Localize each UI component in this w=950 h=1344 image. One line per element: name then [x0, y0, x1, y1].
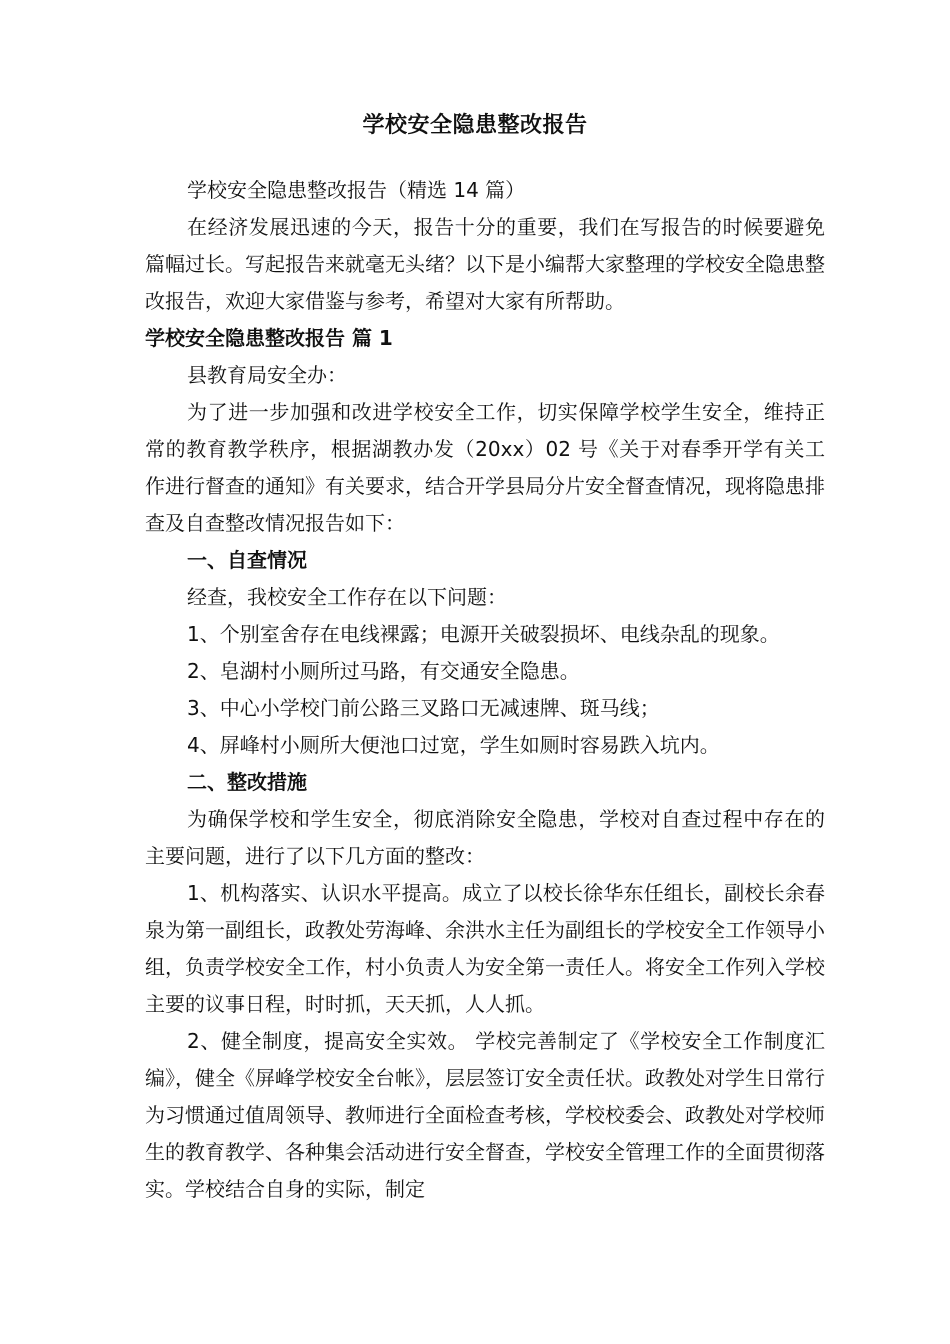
subtitle-paragraph: 学校安全隐患整改报告（精选 14 篇）	[187, 178, 526, 202]
document-title: 学校安全隐患整改报告	[362, 113, 588, 138]
list-item: 4、屏峰村小厕所大便池口过宽，学生如厕时容易跌入坑内。	[187, 733, 720, 757]
subheading-measures: 二、整改措施	[187, 770, 307, 794]
section-heading-part1: 学校安全隐患整改报告 篇 1	[145, 326, 393, 350]
body-paragraph: 1、机构落实、认识水平提高。成立了以校长徐华东任组长，副校长余春泉为第一副组长，政教处劳海峰、余洪水主任为副组长的学校安全工作领导小组，负责学校安全工作，村小负责人为安全第一责任人。将安全工作列入学校主要的议事日程，时时抓，天天抓，人人抓。	[145, 881, 825, 1016]
body-paragraph: 为确保学校和学生安全，彻底消除安全隐患，学校对自查过程中存在的主要问题，进行了以下几方面的整改：	[145, 807, 825, 868]
list-item: 1、个别室舍存在电线裸露；电源开关破裂损坏、电线杂乱的现象。	[187, 622, 780, 646]
body-paragraph: 经查，我校安全工作存在以下问题：	[187, 585, 507, 609]
list-item: 2、皂湖村小厕所过马路，有交通安全隐患。	[187, 659, 580, 683]
list-item: 3、中心小学校门前公路三叉路口无减速牌、斑马线；	[187, 696, 660, 720]
salutation: 县教育局安全办：	[187, 363, 347, 387]
document-body	[145, 172, 825, 1208]
subheading-self-check: 一、自查情况	[187, 548, 307, 572]
intro-paragraph: 在经济发展迅速的今天，报告十分的重要，我们在写报告的时候要避免篇幅过长。写起报告来就毫无头绪？以下是小编帮大家整理的学校安全隐患整改报告，欢迎大家借鉴与参考，希望对大家有所帮助。	[145, 215, 825, 313]
body-paragraph: 2、健全制度，提高安全实效。 学校完善制定了《学校安全工作制度汇编》，健全《屏峰学校安全台帐》，层层签订安全责任状。政教处对学生日常行为习惯通过值周领导、教师进行全面检查考核，学校校委会、政教处对学校师生的教育教学、各种集会活动进行安全督查，学校安全管理工作的全面贯彻落实。学校结合自身的实际，制定	[145, 1029, 825, 1201]
body-paragraph: 为了进一步加强和改进学校安全工作，切实保障学校学生安全，维持正常的教育教学秩序，根据湖教办发（20xx）02 号《关于对春季开学有关工作进行督查的通知》有关要求，结合开学县局分片安全督查情况，现将隐患排查及自查整改情况报告如下：	[145, 400, 825, 535]
